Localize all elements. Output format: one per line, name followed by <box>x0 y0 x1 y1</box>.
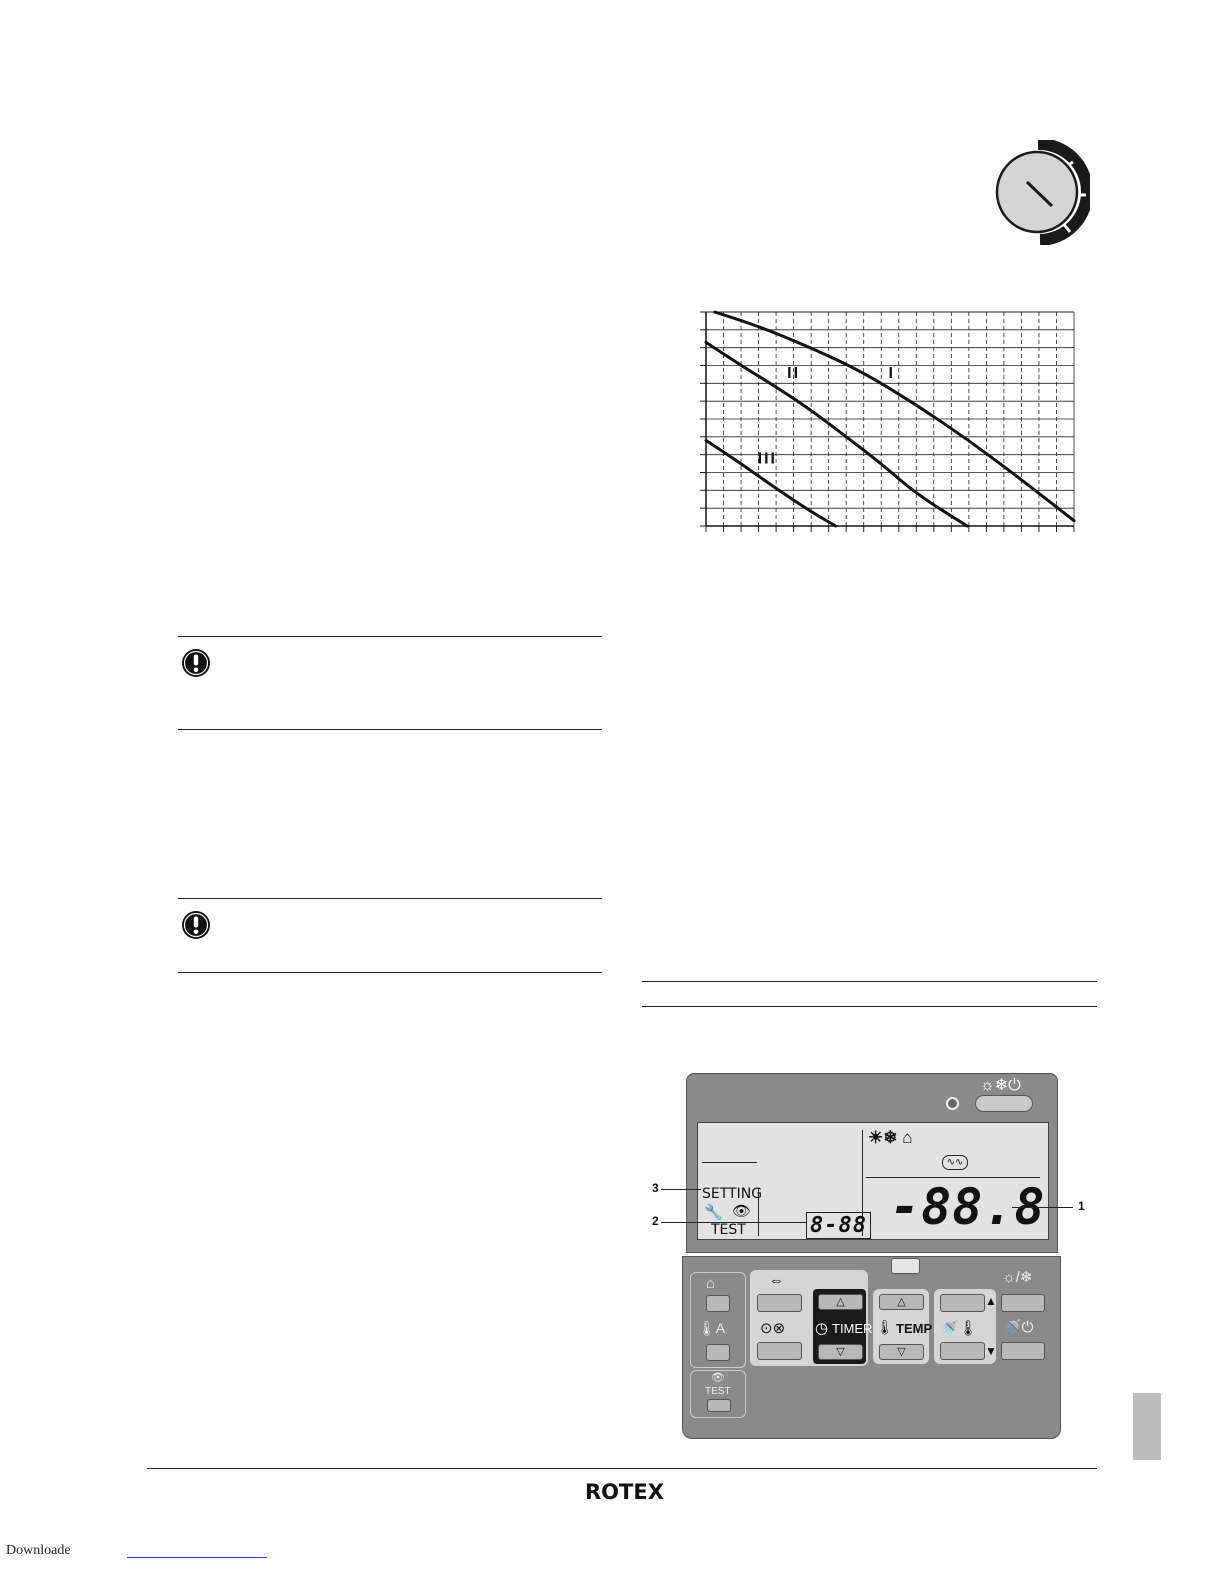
callout-1-leader <box>1012 1207 1073 1208</box>
thermometer-auto-icon: 🌡A <box>698 1320 726 1336</box>
notice-top-rule-2 <box>178 898 602 899</box>
heat-cool-button[interactable] <box>1001 1294 1045 1312</box>
timer-up-button[interactable]: △ <box>818 1294 863 1310</box>
table-rule-top <box>642 981 1097 982</box>
status-led-icon <box>946 1097 959 1110</box>
water-temp-down-button[interactable] <box>940 1342 985 1360</box>
test-operation-button[interactable] <box>707 1399 731 1412</box>
infrared-sensor <box>891 1258 920 1274</box>
heater-icon: ∿∿ <box>942 1155 968 1170</box>
quiet-mode-button[interactable] <box>706 1295 730 1312</box>
callout-3: 3 <box>652 1181 659 1195</box>
program-icon: ⇔ <box>769 1272 784 1289</box>
setting-label: SETTING <box>702 1186 763 1202</box>
weather-dependent-button[interactable] <box>706 1344 730 1361</box>
table-rule-bottom <box>642 1006 1097 1007</box>
warning-icon <box>181 648 211 678</box>
warning-icon <box>181 910 211 940</box>
timer-label: TIMER <box>832 1321 873 1336</box>
footer-rule <box>147 1468 1097 1469</box>
test-button-label: TEST <box>705 1386 731 1397</box>
arrow-down-icon: ▼ <box>985 1344 997 1358</box>
notice-top-rule-1 <box>178 636 602 637</box>
water-on-off-button[interactable] <box>1001 1342 1045 1360</box>
chart-grid <box>700 312 1074 532</box>
top-mode-icons: ☼❄⏻ <box>980 1077 1021 1094</box>
temp-down-button[interactable]: ▽ <box>879 1344 924 1360</box>
timer-down-button[interactable]: ▽ <box>818 1344 863 1360</box>
temp-up-button[interactable]: △ <box>879 1294 924 1310</box>
callout-3-leader <box>661 1189 701 1190</box>
download-link-underline[interactable] <box>127 1557 267 1558</box>
on-off-button[interactable] <box>975 1095 1033 1112</box>
wrench-icon: 🔧 <box>704 1204 723 1221</box>
curve-II <box>706 342 967 526</box>
callout-1: 1 <box>1078 1199 1085 1213</box>
thermometer-icon: 🌡 <box>876 1319 894 1335</box>
program-button[interactable] <box>757 1294 802 1312</box>
house-icon: ⌂ <box>706 1275 716 1292</box>
water-power-icon: 🚿⏻ <box>1003 1319 1034 1336</box>
test-label: TEST <box>711 1222 746 1238</box>
temp-label: TEMP <box>896 1321 933 1336</box>
arrow-up-icon: ▲ <box>985 1294 997 1308</box>
code-display: 8-88 <box>806 1212 871 1239</box>
download-text: Downloade <box>6 1543 71 1558</box>
callout-2-leader <box>661 1222 806 1223</box>
curve-label-II: II <box>787 364 801 382</box>
lcd-mode-icons: ☀❄ ⌂ <box>868 1128 913 1147</box>
inspection-eye-icon: 👁 <box>732 1203 752 1220</box>
heat-cool-icon: ☼/❄ <box>1002 1269 1033 1286</box>
callout-2: 2 <box>652 1214 659 1228</box>
shower-thermometer-icon: 🚿🌡 <box>940 1320 978 1337</box>
inspection-icon: 👁 <box>711 1372 725 1384</box>
water-temp-up-button[interactable] <box>940 1294 985 1312</box>
section-tab <box>1133 1393 1161 1460</box>
lcd-dash-segment <box>702 1162 757 1163</box>
curve-label-I: I <box>888 364 895 382</box>
speed-selector-knob-illustration <box>990 140 1090 245</box>
curve-I <box>715 312 1074 521</box>
notice-bottom-rule-2 <box>178 972 602 973</box>
rotex-logo: ROTEX <box>585 1480 664 1504</box>
main-temperature-display: -88.8 <box>890 1178 1046 1236</box>
curve-label-III: III <box>757 450 778 468</box>
schedule-off-icon: ⊙⊗ <box>760 1320 786 1337</box>
schedule-button[interactable] <box>757 1342 802 1360</box>
clock-icon: ◷ <box>815 1320 829 1337</box>
pump-curve-chart <box>698 308 1078 534</box>
notice-bottom-rule-1 <box>178 729 602 730</box>
